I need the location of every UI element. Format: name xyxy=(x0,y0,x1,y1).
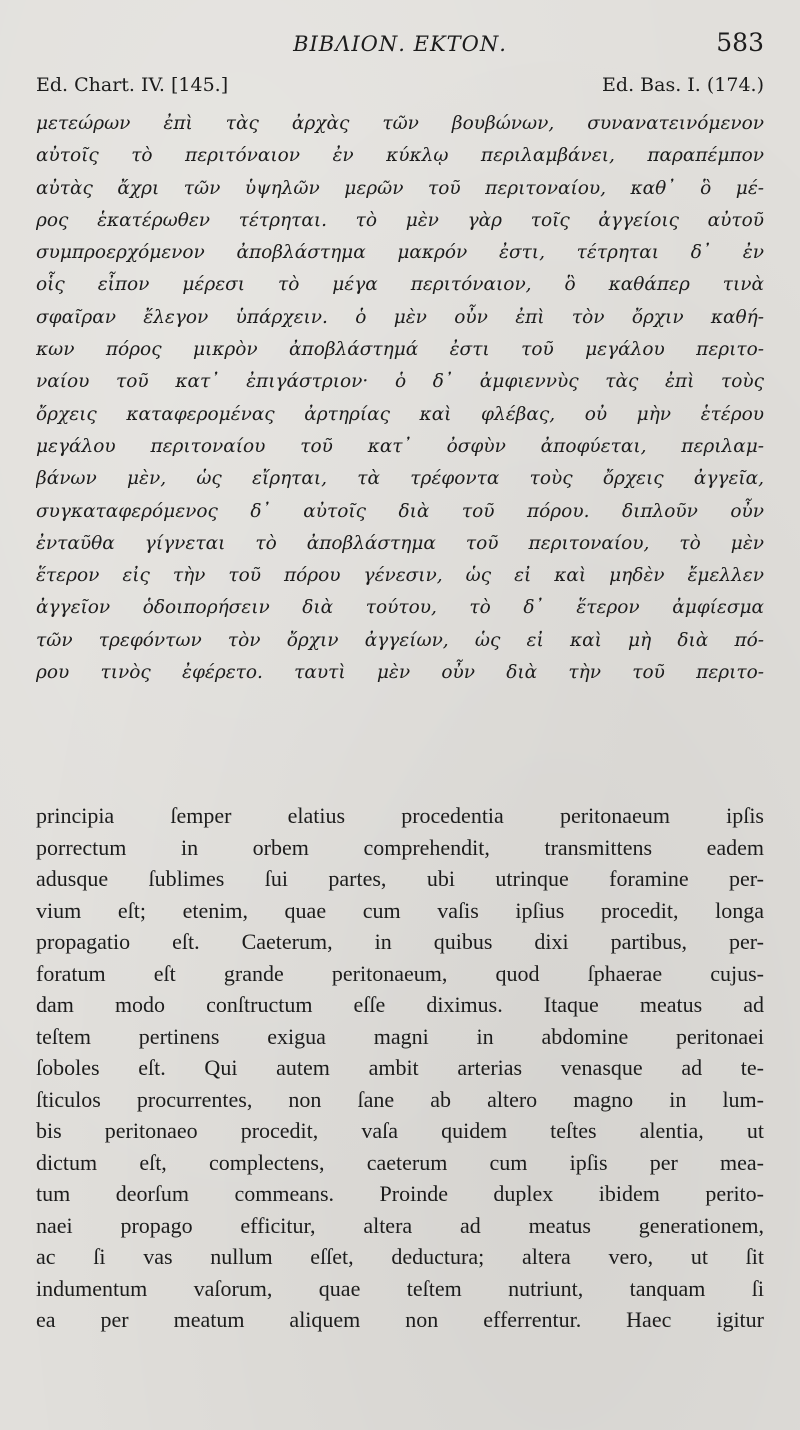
latin-line: naei propago efficitur, altera ad meatus generationem, xyxy=(36,1212,764,1238)
greek-line: ὄρχεις καταφερομένας ἀρτηρίας καὶ φλέβας, οὐ μὴν ἑτέρου xyxy=(36,403,764,425)
greek-line: ἀγγεῖον ὁδοιπορήσειν διὰ τούτου, τὸ δ᾽ ἕτερον ἀμφίεσμα xyxy=(36,597,764,619)
greek-line: κων πόρος μικρὸν ἀποβλάστημά ἐστι τοῦ μεγάλου περιτο- xyxy=(36,339,764,361)
latin-line: bis peritonaeo procedit, vaſa quidem teſtes alentia, ut xyxy=(36,1118,764,1143)
latin-line: ſoboles eſt. Qui autem ambit arterias venasque ad te- xyxy=(36,1055,764,1080)
greek-line: μεγάλου περιτοναίου τοῦ κατ᾽ ὀσφὺν ἀποφύεται, περιλαμ- xyxy=(36,435,764,457)
greek-line: οἷς εἶπον μέρεσι τὸ μέγα περιτόναιον, ὃ καθάπερ τινὰ xyxy=(36,274,764,296)
latin-line: teſtem pertinens exigua magni in abdomine peritonaei xyxy=(36,1023,764,1049)
running-head xyxy=(36,28,764,64)
latin-line: ea per meatum aliquem non efferrentur. Haec igitur xyxy=(36,1307,764,1332)
greek-text-block xyxy=(36,108,764,689)
greek-line: ρου τινὸς ἐφέρετο. ταυτὶ μὲν οὖν διὰ τὴν τοῦ περιτο- xyxy=(36,662,764,684)
greek-line: σφαῖραν ἔλεγον ὑπάρχειν. ὁ μὲν οὖν ἐπὶ τὸν ὄρχιν καθή- xyxy=(36,306,764,328)
greek-line: συγκαταφερόμενος δ᾽ αὐτοῖς διὰ τοῦ πόρου. διπλοῦν οὖν xyxy=(36,500,764,522)
greek-line: συμπροερχόμενον ἀποβλάστημα μακρόν ἐστι, τέτρηται δ᾽ ἐν xyxy=(36,242,764,264)
latin-line: adusque ſublimes ſui partes, ubi utrinque foramine per- xyxy=(36,866,764,891)
latin-line: dam modo conſtructum eſſe diximus. Itaque meatus ad xyxy=(36,992,764,1017)
latin-line: porrectum in orbem comprehendit, transmittens eadem xyxy=(36,834,764,860)
greek-line: αὐτοῖς τὸ περιτόναιον ἐν κύκλῳ περιλαμβάνει, παραπέμπον xyxy=(36,145,764,167)
edition-chartier: Ed. Chart. IV. [145.] xyxy=(36,74,229,96)
latin-line: foratum eſt grande peritonaeum, quod ſphaerae cujus- xyxy=(36,960,764,986)
latin-line: ſticulos procurrentes, non ſane ab altero magno in lum- xyxy=(36,1086,764,1112)
latin-line: dictum eſt, complectens, caeterum cum ipſis per mea- xyxy=(36,1149,764,1175)
latin-line: ac ſi vas nullum eſſet, deductura; altera vero, ut ſit xyxy=(36,1244,764,1269)
greek-line: ρος ἑκατέρωθεν τέτρηται. τὸ μὲν γὰρ τοῖς ἀγγείοις αὐτοῦ xyxy=(36,209,764,231)
latin-text-block xyxy=(36,800,764,1336)
edition-basel: Ed. Bas. I. (174.) xyxy=(602,74,764,96)
page-number: 583 xyxy=(716,28,764,57)
greek-line: αὐτὰς ἄχρι τῶν ὑψηλῶν μερῶν τοῦ περιτοναίου, καθ᾽ ὃ μέ- xyxy=(36,177,764,199)
latin-line: indumentum vaſorum, quae teſtem nutriunt, tanquam ſi xyxy=(36,1275,764,1301)
latin-line: tum deorſum commeans. Proinde duplex ibidem perito- xyxy=(36,1181,764,1206)
greek-line: ἕτερον εἰς τὴν τοῦ πόρου γένεσιν, ὡς εἰ καὶ μηδὲν ἔμελλεν xyxy=(36,565,764,587)
greek-line: ἐνταῦθα γίγνεται τὸ ἀποβλάστημα τοῦ περιτοναίου, τὸ μὲν xyxy=(36,532,764,554)
greek-line: μετεώρων ἐπὶ τὰς ἀρχὰς τῶν βουβώνων, συνανατεινόμενον xyxy=(36,113,764,134)
latin-line: principia ſemper elatius procedentia peritonaeum ipſis xyxy=(36,803,764,828)
edition-references xyxy=(36,74,764,104)
greek-line: βάνων μὲν, ὡς εἴρηται, τὰ τρέφοντα τοὺς ὄρχεις ἀγγεῖα, xyxy=(36,468,764,490)
running-title: ΒΙΒΛΙΟΝ. ΕΚΤΟΝ. xyxy=(293,32,507,56)
latin-line: vium eſt; etenim, quae cum vaſis ipſius procedit, longa xyxy=(36,897,764,923)
latin-line: propagatio eſt. Caeterum, in quibus dixi partibus, per- xyxy=(36,929,764,954)
greek-line: τῶν τρεφόντων τὸν ὄρχιν ἀγγείων, ὡς εἰ καὶ μὴ διὰ πό- xyxy=(36,629,764,651)
greek-line: ναίου τοῦ κατ᾽ ἐπιγάστριον· ὁ δ᾽ ἀμφιεννὺς τὰς ἐπὶ τοὺς xyxy=(36,371,764,393)
